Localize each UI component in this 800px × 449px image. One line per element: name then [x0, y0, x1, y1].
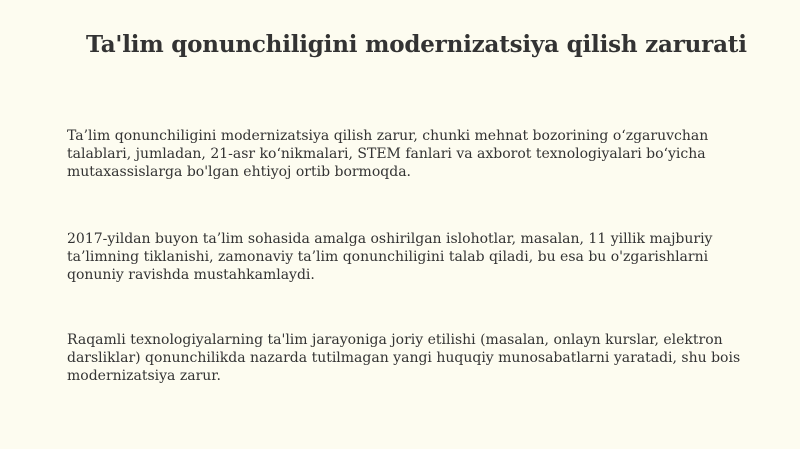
paragraph-2: 2017-yildan buyon ta’lim sohasida amalga oshirilgan islohotlar, masalan, 11 yillik majburiy ta’limning tiklanishi, zamonaviy ta’lim qonunchiligini talab qiladi, bu esa bu o'zgarishlarni qonuniy ravishda mustahkamlaydi.	[67, 231, 713, 283]
paragraph-3: Raqamli texnologiyalarning ta'lim jarayoniga joriy etilishi (masalan, onlayn kurslar, elektron darsliklar) qonunchilikda nazarda tutilmagan yangi huquqiy munosabatlarni yaratadi, shu bois modernizatsiya zarur.	[67, 332, 741, 384]
slide-title: Ta'lim qonunchiligini modernizatsiya qilish zarurati	[86, 31, 747, 58]
paragraph-1: Ta’lim qonunchiligini modernizatsiya qilish zarur, chunki mehnat bozorining o‘zgaruvchan talablari, jumladan, 21-asr ko‘nikmalari, STEM fanlari va axborot texnologiyalari bo‘yicha mutaxassislarga bo'lgan ehtiyoj ortib bormoqda.	[67, 128, 709, 180]
